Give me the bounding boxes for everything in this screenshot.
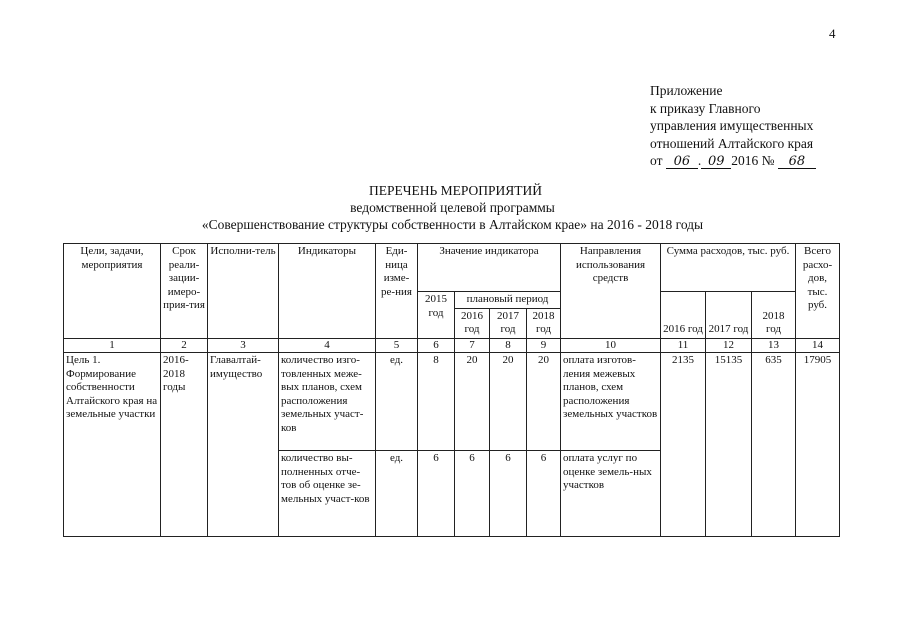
column-number: 12 (706, 338, 752, 353)
column-number: 3 (208, 338, 279, 353)
appendix-line-4: отношений Алтайского края (650, 135, 814, 151)
measures-table (63, 243, 840, 537)
sum-cell-empty (661, 451, 706, 537)
column-number: 13 (752, 338, 796, 353)
column-number: 9 (527, 338, 561, 353)
appendix-block (650, 82, 816, 170)
column-number: 11 (661, 338, 706, 353)
header-unit: Еди-ница изме-ре-ния (376, 244, 418, 339)
header-goals: Цели, задачи, мероприятия (64, 244, 161, 339)
appendix-date-line: от 06 . 09 2016 № 68 (650, 152, 816, 170)
value-2017: 20 (490, 353, 527, 451)
date-day: 06 (666, 155, 698, 169)
header-indicator-value: Значение индикатора (418, 244, 561, 292)
column-number: 4 (279, 338, 376, 353)
column-number-row (64, 338, 840, 353)
header-indicators: Индикаторы (279, 244, 376, 339)
column-number: 2 (161, 338, 208, 353)
column-number: 5 (376, 338, 418, 353)
sum-2016: 2135 (661, 353, 706, 451)
indicator-unit: ед. (376, 451, 418, 537)
sum-2018: 635 (752, 353, 796, 451)
header-total: Всего расхо-дов, тыс. руб. (796, 244, 840, 339)
value-2015: 8 (418, 353, 455, 451)
header-2015: 2015 год (418, 292, 455, 339)
indicator-name: количество изго-товленных меже-вых планов, схем расположения земельных участ-ков (279, 353, 376, 451)
sum-cell-empty (752, 451, 796, 537)
header-sum-2016: 2016 год (661, 292, 706, 339)
title-line-1: ПЕРЕЧЕНЬ МЕРОПРИЯТИЙ (368, 183, 543, 198)
goal-name: Цель 1. Формирование собственности Алтайского края на земельные участки (64, 353, 161, 537)
header-executor: Исполни-тель (208, 244, 279, 339)
appendix-line-1: Приложение (650, 83, 723, 98)
header-directions: Направления использования средств (561, 244, 661, 339)
value-2016: 20 (455, 353, 490, 451)
header-plan-2018: 2018 год (527, 308, 561, 338)
column-number: 14 (796, 338, 840, 353)
header-sum-2018: 2018 год (752, 292, 796, 339)
column-number: 8 (490, 338, 527, 353)
column-number: 1 (64, 338, 161, 353)
document-title (0, 182, 905, 233)
header-sum-2017: 2017 год (706, 292, 752, 339)
sum-total: 17905 (796, 353, 840, 451)
sum-cell-empty (706, 451, 752, 537)
value-2018: 20 (527, 353, 561, 451)
appendix-line-3: управления имущественных (650, 118, 814, 133)
header-plan-2016: 2016 год (455, 308, 490, 338)
header-plan-2017: 2017 год (490, 308, 527, 338)
value-2018: 6 (527, 451, 561, 537)
sum-cell-empty (796, 451, 840, 537)
header-planned-period: плановый период (455, 292, 561, 309)
indicator-name: количество вы-полненных отче-тов об оценке зе-мельных участ-ков (279, 451, 376, 537)
document-number: 68 (778, 155, 816, 169)
goal-term: 2016-2018 годы (161, 353, 208, 537)
indicator-unit: ед. (376, 353, 418, 451)
title-line-3: «Совершенствование структуры собственности в Алтайском крае» на 2016 - 2018 годы (201, 217, 704, 232)
value-2015: 6 (418, 451, 455, 537)
header-sum: Сумма расходов, тыс. руб. (661, 244, 796, 292)
header-term: Срок реали-зации-имеро-прия-тия (161, 244, 208, 339)
date-month: 09 (701, 155, 731, 169)
title-line-2: ведомственной целевой программы (350, 200, 555, 215)
value-2017: 6 (490, 451, 527, 537)
column-number: 7 (455, 338, 490, 353)
goal-executor: Главалтай-имущество (208, 353, 279, 537)
date-prefix: от (650, 153, 663, 168)
appendix-line-2: к приказу Главного (650, 100, 761, 116)
page-number: 4 (829, 26, 836, 41)
column-number: 10 (561, 338, 661, 353)
sum-2017: 15135 (706, 353, 752, 451)
direction-text: оплата услуг по оценке земель-ных участков (561, 451, 661, 537)
value-2016: 6 (455, 451, 490, 537)
date-year: 2016 № (731, 153, 775, 168)
table-row (64, 353, 840, 451)
direction-text: оплата изготов-ления межевых планов, схем расположения земельных участков (561, 353, 661, 451)
column-number: 6 (418, 338, 455, 353)
